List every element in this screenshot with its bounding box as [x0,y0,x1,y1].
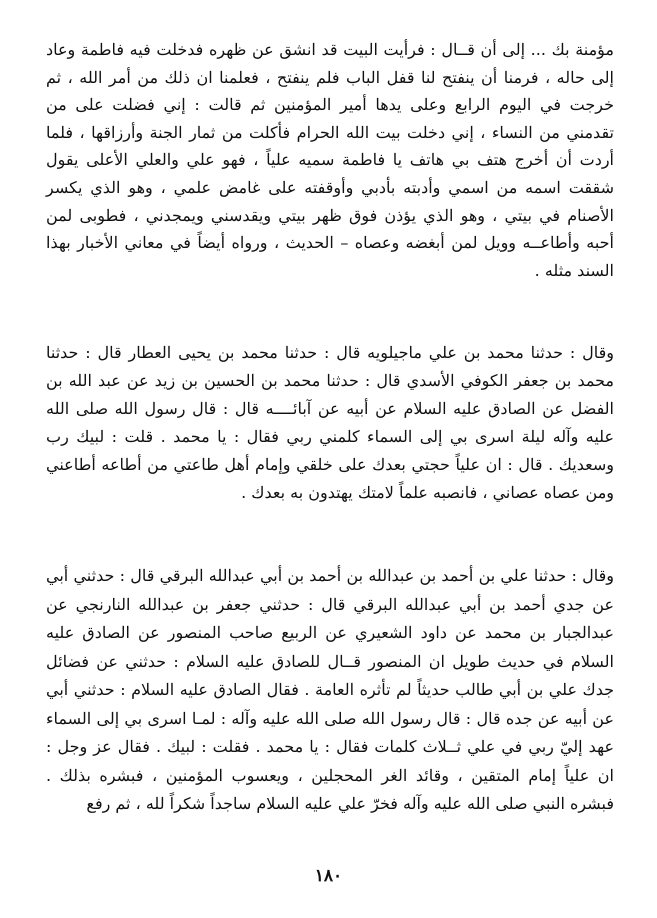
paragraph-2: وقال : حدثنا محمد بن علي ماجيلويه قال : حدثنا محمد بن يحيى العطار قال : حدثنا محمد بن جعفر الكوفي الأسدي قال : حدثنا محمد بن الحسين بن زيد عن عبد الله بن الفضل عن الصادق عليه السلام عن أبيه عن آبائــــه قال : قال رسول الله صلى الله عليه وآله لیلة اسرى بي إلى السماء كلمني ربي فقال : يا محمد . قلت : لبيك رب وسعديك . قال : ان علياً حجتي بعدك على خلقي وإمام أهل طاعتي من أطاعه أطاعني ومن عصاه عصاني ، فانصبه علماً لامتك يهتدون به بعدك . [46,343,614,502]
paragraph-1: مؤمنة بك ... إلى أن قــال : فرأيت البيت قد انشق عن ظهره فدخلت فيه فاطمة وعاد إلى حاله ، فرمنا أن ينفتح لنا قفل الباب فلم ينفتح ، فعلمنا ان ذلك من أمر الله ، ثم خرجت في اليوم الرابع وعلى يدها أمير المؤمنين ثم قالت : إني فضلت على من تقدمني من النساء ، إني دخلت بيت الله الحرام فأكلت من ثمار الجنة وأرزاقها ، فلما أردت أن أخرج هتف بي هاتف يا فاطمة سميه علياً ، فهو علي والعلي الأعلى يقول شققت اسمه من اسمي وأدبته بأدبي وأوقفته على غامض علمي ، وهو الذي يكسر الأصنام في بيتي ، وهو الذي يؤذن فوق ظهر بيتي ويقدسني ويمجدني ، فطوبى لمن أحبه وأطاعــه وويل لمن أبغضه وعصاه – الحديث ، ورواه أيضاً في معاني الأخبار بهذا السند مثله . [46,40,615,280]
paragraph-3: وقال : حدثنا علي بن أحمد بن عبدالله بن أحمد بن أبي عبدالله البرقي قال : حدثني أبي عن جدي أحمد بن أبي عبدالله البرقي قال : حدثني جعفر بن عبدالله النارنجي عن عبدالجبار بن محمد عن داود الشعيري عن الربيع صاحب المنصور عن الصادق عليه السلام في حديث طويل ان المنصور قــال للصادق عليه السلام : حدثني عن فضائل جدك علي بن أبي طالب حديثاً لم تأثره العامة . فقال الصادق عليه السلام : حدثني أبي عن أبيه عن جده قال : قال رسول الله صلى الله عليه وآله : لمـا اسرى بي إلى السماء عهد إليّ ربي في علي ثــلاث كلمات فقال : يا محمد . فقلت : لبيك . فقال عز وجل : ان علياً إمام المتقين ، وقائد الغر المحجلين ، ويعسوب المؤمنين ، فبشره بذلك . فبشره النبي صلى الله عليه وآله فخرّ علي عليه السلام ساجداً شكراً لله ، ثم رفع [46,566,615,813]
page-number: ١٨٠ [314,866,343,886]
